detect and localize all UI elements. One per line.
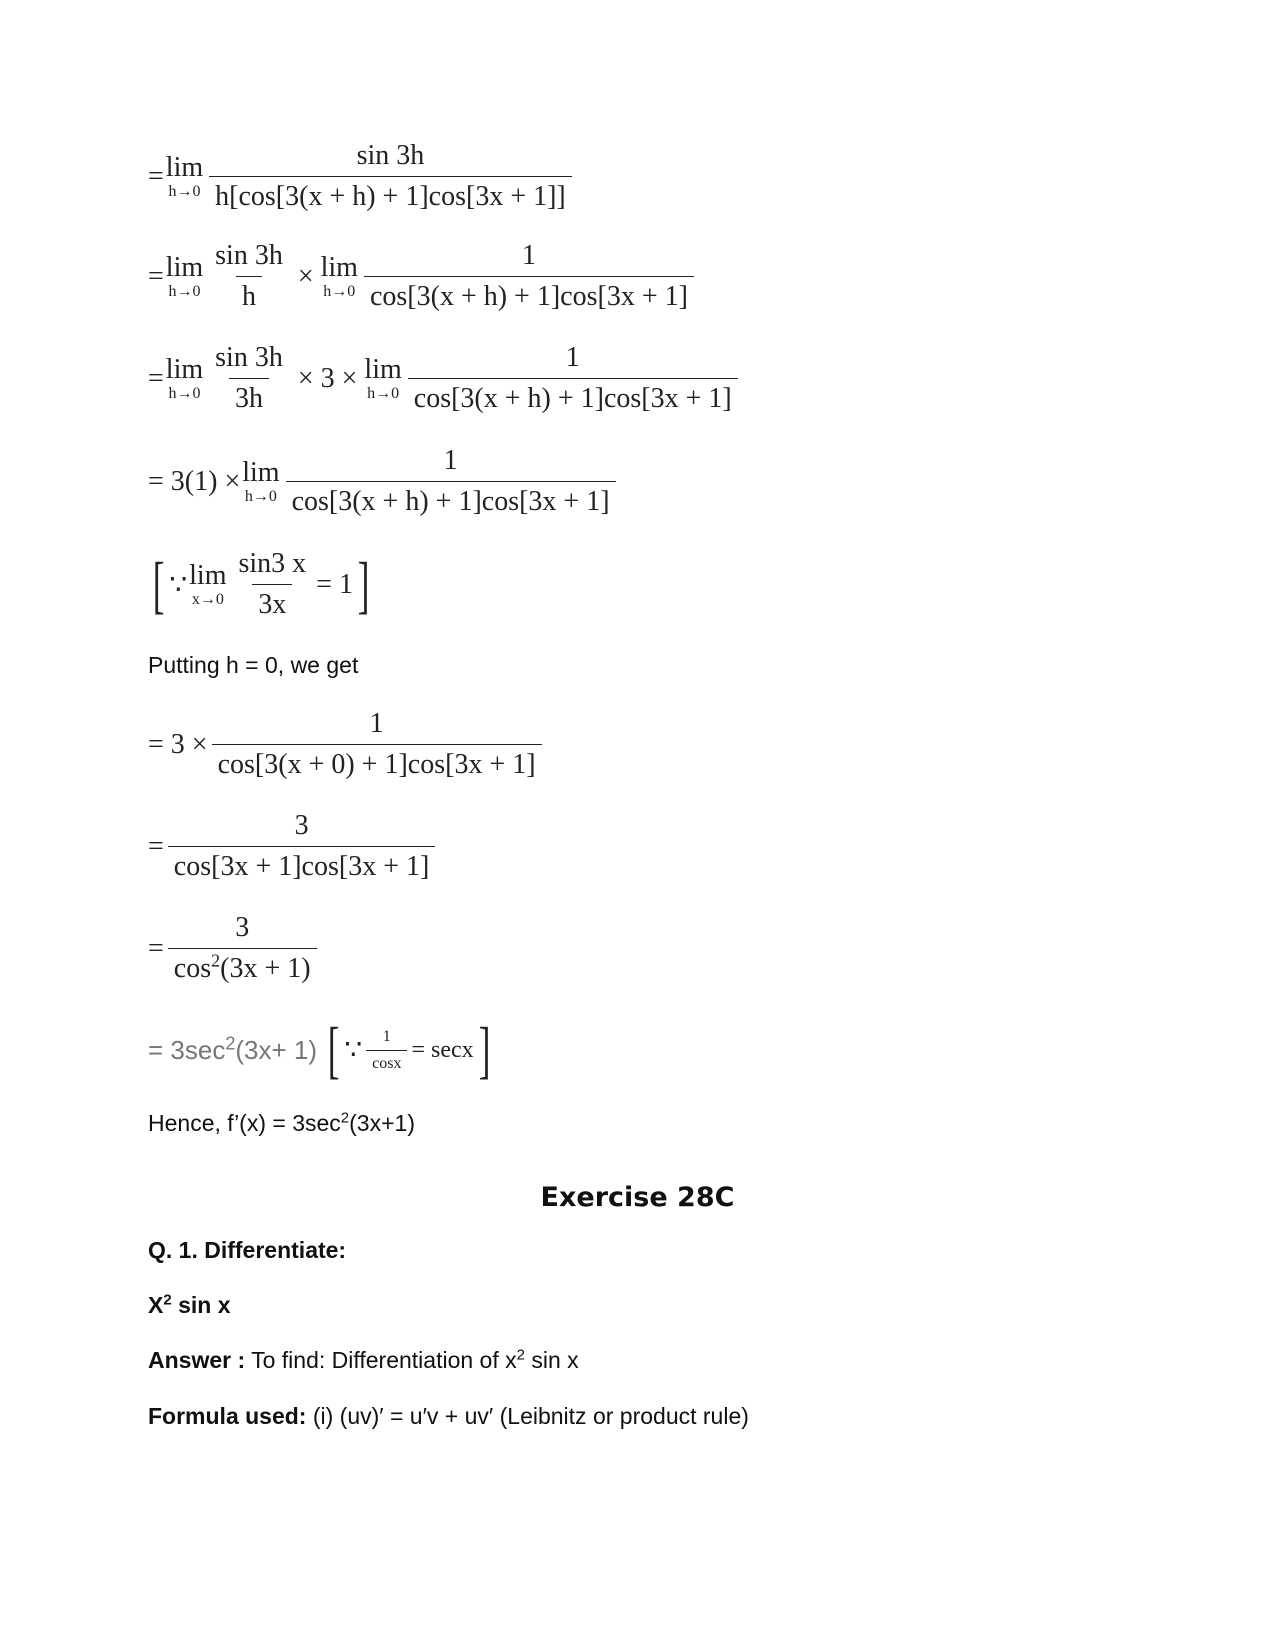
equals-sign: = bbox=[148, 160, 164, 192]
equals-sign: = bbox=[148, 362, 164, 394]
equation-step-9 bbox=[148, 1014, 495, 1085]
formula-text: (i) (uv)′ = u′v + uv′ (Leibnitz or product rule) bbox=[306, 1403, 749, 1429]
prefix: = 3(1) × bbox=[148, 465, 241, 497]
limit-operator-2: lim h→0 bbox=[364, 353, 402, 402]
sec-result: = $3\sec^2(3x+ 1)$ bbox=[148, 1032, 317, 1065]
answer-line: Answer : To find: Differentiation of $x^2$ sin x bbox=[148, 1346, 579, 1373]
because-symbol: ∵ bbox=[169, 569, 188, 601]
fraction: $\frac{\sin 3h}{h}$ bbox=[215, 240, 283, 312]
limit-operator: lim h→0 bbox=[165, 151, 204, 200]
fraction: $\frac{\sin 3 x}{3x}$ bbox=[238, 548, 307, 620]
fraction: $\frac{1}{\cos x}$ bbox=[366, 1028, 407, 1073]
right-bracket: ] bbox=[357, 548, 370, 620]
because-symbol: ∵ bbox=[344, 1035, 363, 1066]
limit-operator: lim h→0 bbox=[165, 353, 204, 402]
fraction: $\frac{1}{\cos[3(x + h) + 1]\cos[3x + 1]}$ bbox=[286, 445, 616, 518]
equation-step-1 bbox=[148, 140, 576, 213]
left-bracket: [ bbox=[152, 548, 165, 620]
putting-text: Putting h = 0, we get bbox=[148, 652, 359, 678]
equals-sign: = bbox=[148, 830, 164, 862]
hence-result: Hence, f’(x) = $3\sec^2(3x+1)$ bbox=[148, 1109, 415, 1136]
equation-step-4 bbox=[148, 445, 620, 518]
equation-step-7 bbox=[148, 810, 439, 883]
equation-step-6 bbox=[148, 708, 546, 781]
because-note bbox=[148, 548, 374, 621]
sec-identity: = secx bbox=[411, 1036, 474, 1063]
limit-operator: lim h→0 bbox=[165, 251, 204, 300]
equation-step-2 bbox=[148, 240, 698, 313]
limit-operator: lim h→0 bbox=[242, 456, 280, 505]
equation-step-3 bbox=[148, 342, 742, 415]
times-sign: × bbox=[297, 260, 314, 292]
equals-one: = 1 bbox=[316, 568, 353, 600]
fraction-2: $\frac{1}{\cos[3(x + h) + 1]\cos[3x + 1]}$ bbox=[408, 342, 738, 415]
formula-line bbox=[148, 1403, 749, 1430]
equals-sign: = bbox=[148, 932, 164, 964]
question-label: Q. 1. Differentiate: bbox=[148, 1237, 347, 1263]
right-bracket: ] bbox=[478, 1014, 491, 1085]
equation-step-8 bbox=[148, 912, 321, 985]
fraction: $\frac{\sin 3h}{3h}$ bbox=[215, 342, 283, 414]
prefix: = 3 × bbox=[148, 728, 208, 760]
numerator: sin 3h bbox=[356, 140, 425, 171]
answer-label: Answer : bbox=[148, 1347, 246, 1373]
left-bracket: [ bbox=[327, 1014, 340, 1085]
equals-sign: = bbox=[148, 260, 164, 292]
fraction: $\frac{3}{\cos[3x + 1]\cos[3x + 1]}$ bbox=[168, 810, 436, 883]
question-expression: $X^2$ sin x bbox=[148, 1291, 231, 1318]
fraction-2: $\frac{1}{\cos[3(x + h) + 1]\cos[3x + 1]}$ bbox=[364, 240, 694, 313]
multiplier: × 3 × bbox=[297, 362, 358, 394]
fraction: $\frac{3}{\cos^2(3x + 1)}$ bbox=[168, 912, 317, 985]
limit-operator: lim x→0 bbox=[189, 559, 227, 608]
formula-label: Formula used: bbox=[148, 1403, 307, 1429]
fraction bbox=[209, 140, 572, 213]
denominator: h[cos[3(x + h) + 1]cos[3x + 1]] bbox=[209, 176, 572, 213]
exercise-heading: Exercise 28C bbox=[540, 1182, 735, 1213]
fraction: $\frac{1}{\cos[3(x + 0) + 1]\cos[3x + 1]}$ bbox=[212, 708, 542, 781]
limit-operator-2: lim h→0 bbox=[320, 251, 358, 300]
